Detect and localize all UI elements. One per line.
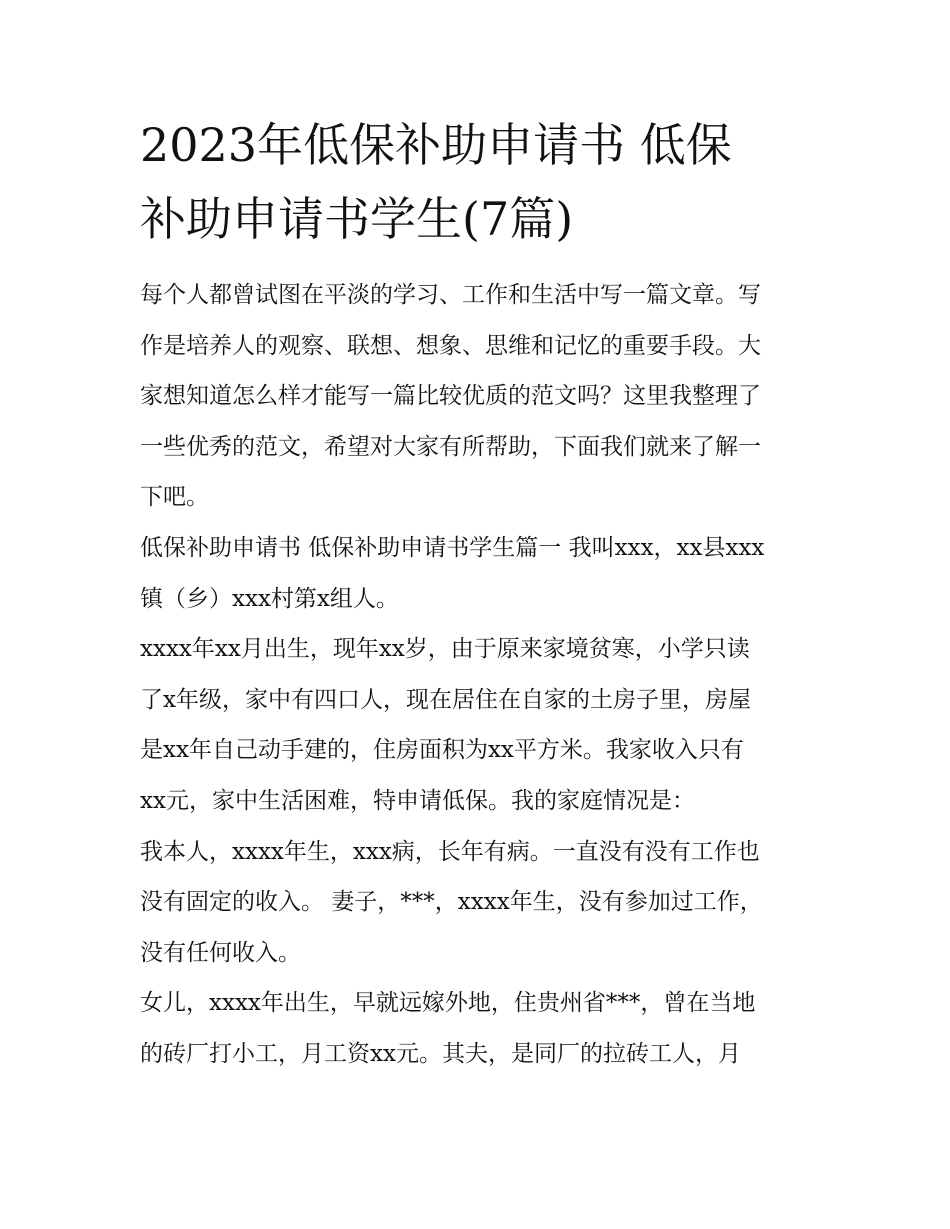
document-page xyxy=(140,108,812,1080)
text-line: 没有固定的收入。 妻子，***，xxxx年生，没有参加过工作， xyxy=(140,889,763,916)
text-line: 镇（乡）xxx村第x组人。 xyxy=(140,585,399,612)
text-line: 我本人，xxxx年生，xxx病，长年有病。一直没有没有工作也 xyxy=(140,838,760,865)
applicant-intro-paragraph xyxy=(140,523,812,624)
self-and-spouse-paragraph xyxy=(140,827,812,979)
text-line: 了x年级，家中有四口人，现在居住在自家的土房子里，房屋 xyxy=(140,686,751,713)
text-line: 一些优秀的范文，希望对大家有所帮助，下面我们就来了解一 xyxy=(140,433,761,460)
text-line: 是xx年自己动手建的，住房面积为xx平方米。我家收入只有 xyxy=(140,737,744,764)
text-line: 下吧。 xyxy=(140,484,209,511)
text-line: 女儿，xxxx年出生，早就远嫁外地，住贵州省***，曾在当地 xyxy=(140,990,756,1017)
text-line: 家想知道怎么样才能写一篇比较优质的范文吗？这里我整理了 xyxy=(140,383,761,410)
text-line: 每个人都曾试图在平淡的学习、工作和生活中写一篇文章。写 xyxy=(140,282,761,308)
background-paragraph xyxy=(140,624,812,826)
text-line: xxxx年xx月出生，现年xx岁，由于原来家境贫寒，小学只读 xyxy=(140,636,750,663)
intro-paragraph xyxy=(140,270,812,523)
title-line: 补助申请书学生(7篇) xyxy=(140,192,574,246)
text-line: 低保补助申请书 低保补助申请书学生篇一 我叫xxx，xx县xxx xyxy=(140,534,765,561)
text-line: 没有任何收入。 xyxy=(140,939,301,966)
document-title xyxy=(140,108,812,256)
title-line: 2023年低保补助申请书 低保 xyxy=(140,118,732,172)
daughter-paragraph xyxy=(140,978,812,1079)
text-line: 的砖厂打小工，月工资xx元。其夫，是同厂的拉砖工人，月 xyxy=(140,1040,741,1067)
text-line: 作是培养人的观察、联想、想象、思维和记忆的重要手段。大 xyxy=(140,332,761,359)
text-line: xx元，家中生活困难，特申请低保。我的家庭情况是： xyxy=(140,787,695,814)
